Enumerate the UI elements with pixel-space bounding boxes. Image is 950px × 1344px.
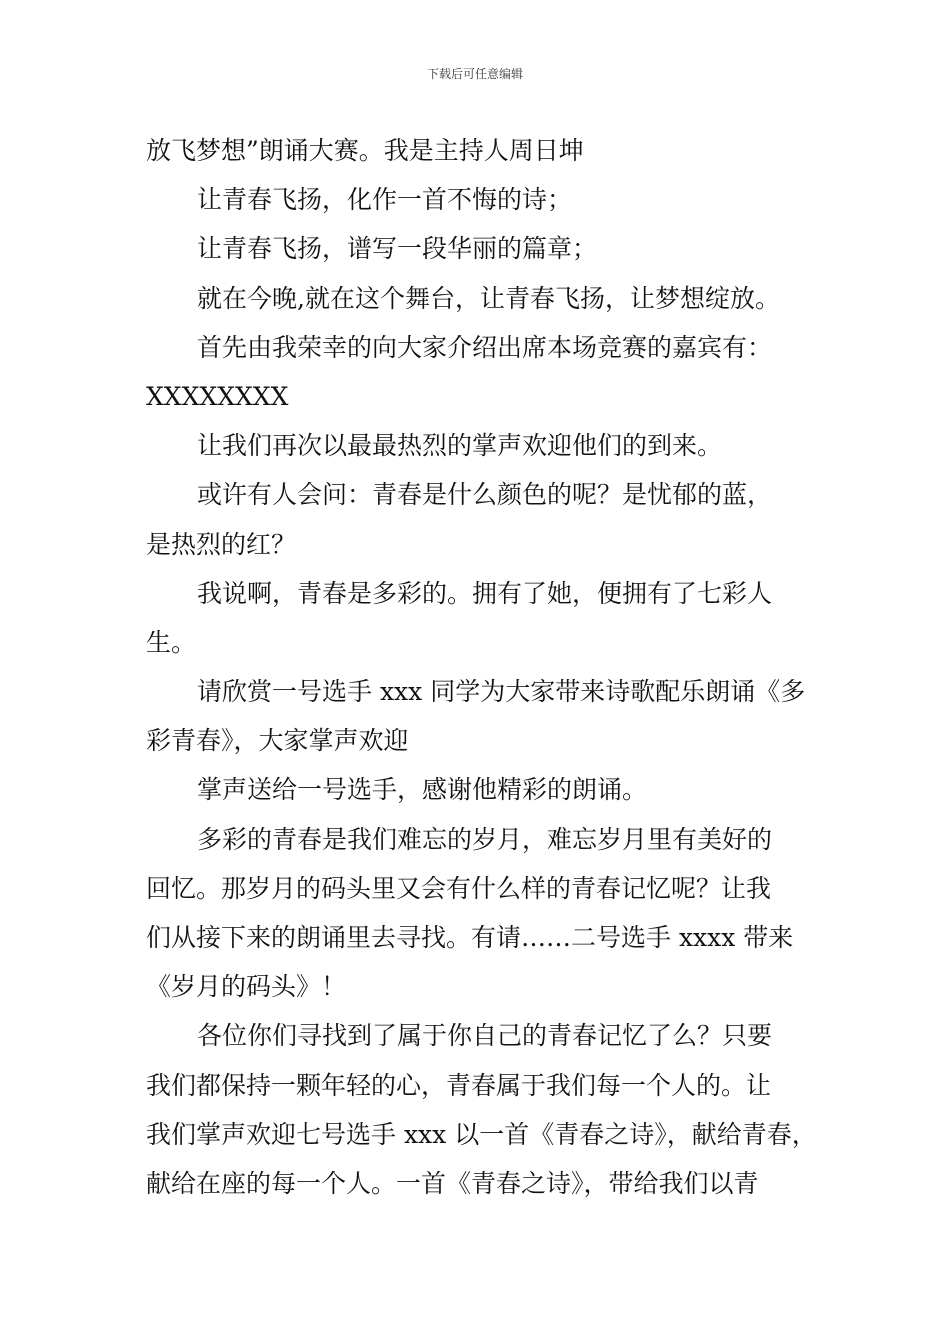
text-line: 各位你们寻找到了属于你自己的青春记忆了么？只要 <box>197 1021 773 1051</box>
document-body <box>146 126 826 1208</box>
text-line: 放飞梦想”朗诵大赛。我是主持人周日坤 <box>146 136 584 165</box>
text-line: 们从接下来的朗诵里去寻找。有请……二号选手 xxxx 带来 <box>146 923 794 952</box>
text-line: 或许有人会问：青春是什么颜色的呢？是忧郁的蓝， <box>197 480 773 510</box>
text-line: 生。 <box>146 627 197 657</box>
text-line: 让我们再次以最最热烈的掌声欢迎他们的到来。 <box>197 431 723 461</box>
text-line: 我们都保持一颗年轻的心，青春属于我们每一个人的。让 <box>146 1070 772 1100</box>
text-line: 彩青春》，大家掌声欢迎 <box>146 726 409 756</box>
page-header: 下载后可任意编辑 <box>426 67 523 81</box>
text-line: 多彩的青春是我们难忘的岁月，难忘岁月里有美好的 <box>197 824 773 854</box>
text-line: 就在今晚,就在这个舞台，让青春飞扬，让梦想绽放。 <box>197 283 780 313</box>
text-line: 掌声送给一号选手，感谢他精彩的朗诵。 <box>197 775 648 805</box>
text-line: 献给在座的每一个人。一首《青春之诗》，带给我们以青 <box>146 1168 759 1198</box>
text-line: 《岁月的码头》！ <box>146 972 347 1002</box>
text-line: 是热烈的红？ <box>146 529 297 559</box>
text-line: 让青春飞扬，化作一首不悔的诗； <box>197 185 573 215</box>
text-line: 首先由我荣幸的向大家介绍出席本场竞赛的嘉宾有： <box>197 332 773 362</box>
text-line: 我说啊，青春是多彩的。拥有了她，便拥有了七彩人 <box>197 578 773 608</box>
text-line: 我们掌声欢迎七号选手 xxx 以一首《青春之诗》，献给青春， <box>146 1119 817 1149</box>
text-line: 让青春飞扬，谱写一段华丽的篇章； <box>197 234 598 264</box>
text-line: 回忆。那岁月的码头里又会有什么样的青春记忆呢？让我 <box>146 873 772 903</box>
text-line: 请欣赏一号选手 xxx 同学为大家带来诗歌配乐朗诵《多 <box>197 677 806 707</box>
text-line: XXXXXXXX <box>146 381 289 411</box>
